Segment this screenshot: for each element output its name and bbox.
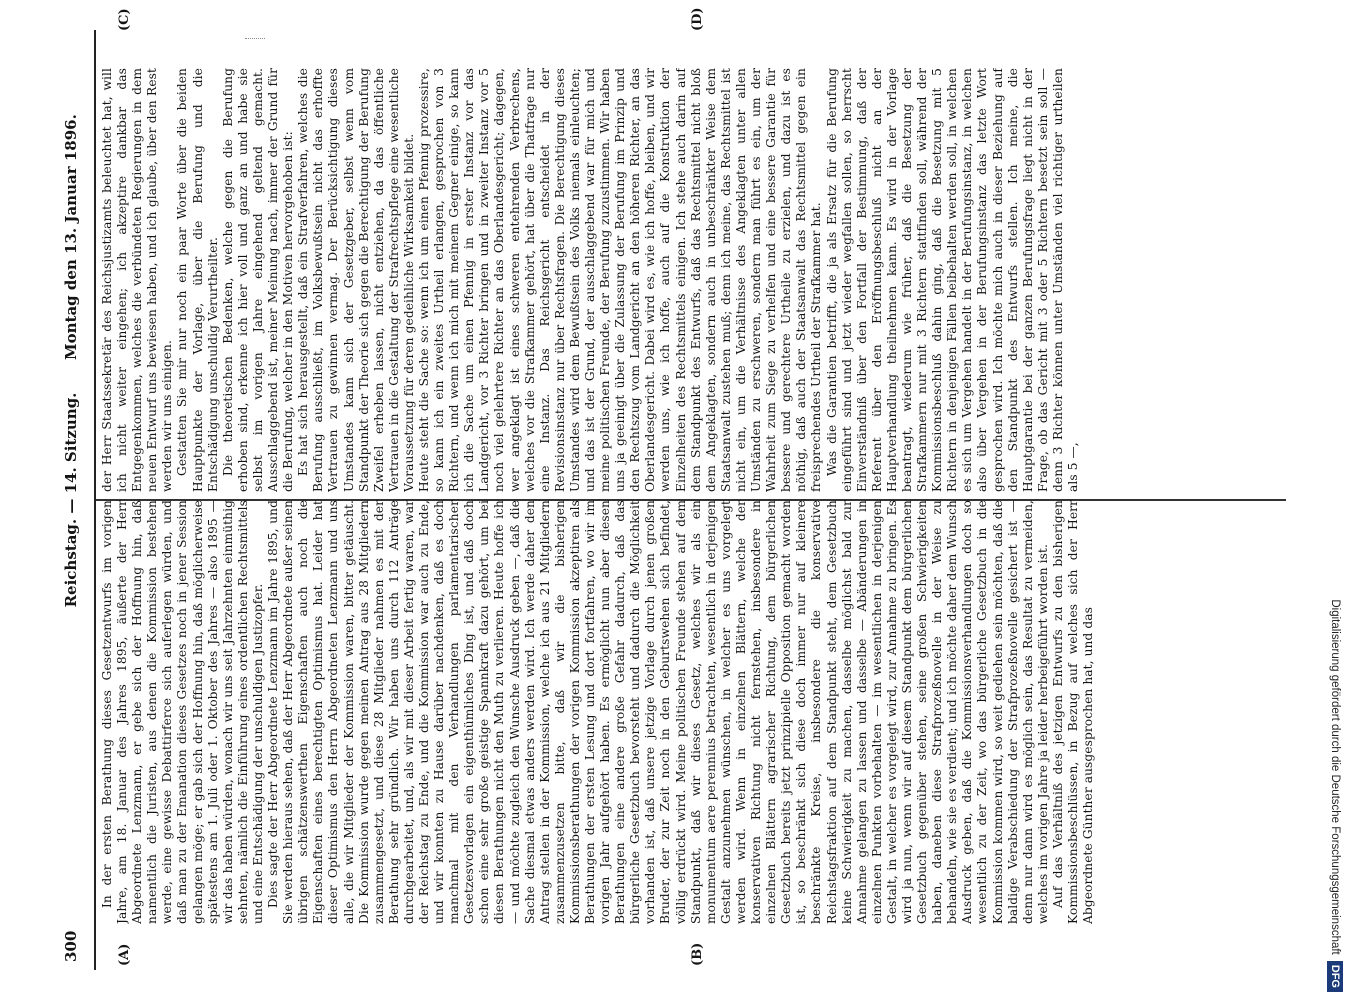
digitization-credit bbox=[1323, 8, 1347, 992]
session-date: Montag den 13. Januar 1896. bbox=[62, 114, 80, 360]
left-column bbox=[100, 500, 1280, 924]
dfg-logo: DFG bbox=[1327, 961, 1343, 992]
paragraph: Heute steht die Sache so: wenn ich um einen Pfennig prozessire, so kann ich ein zweites Urtheil erlangen, gesprochen von 3 Richtern, und wenn ich mich mit meinem Gegner einige, so kann ich die Sache um einen Pfennig in erster Instanz vor das Landgericht, vor 3 Richter bringen und in zweiter Instanz vor 5 noch viel gelehrtere Richter an das Oberlandesgericht; dagegen, wer angeklagt ist eines schweren entehrenden Verbrechens, welches vor die Strafkammer gehört, hat über die Thatfrage nur eine Instanz. Das Reichsgericht entscheidet in der Revisionsinstanz nur über Rechtsfragen. Die Berechtigung dieses Umstandes wird dem Bewußtsein des Volks niemals einleuchten; und das ist der Grund, der ausschlaggebend war für mich und meine politischen Freunde, der Berufung zuzustimmen. Wir haben uns ja geeinigt über die Zulassung der Berufung im Prinzip und den Rechtszug vom Landgericht an den höheren Richter, an das Oberlandesgericht. Dabei wird es, wie ich hoffe, bleiben, und wir werden uns, wie ich hoffe, auch auf die Konstruktion der Einzelheiten des Rechtsmittels einigen. Ich stehe auch darin auf dem Standpunkt des Entwurfs, daß das Rechtsmittel nicht bloß dem Angeklagten, sondern auch in unbeschränkter Weise dem Staatsanwalt zustehen muß; denn ich meine, das Rechtsmittel ist nicht ein, um die Verhältnisse des Angeklagten unter allen Umständen zu erschweren, sondern man führt es ein, um der Wahrheit zum Siege zu verhelfen und eine bessere Garantie für bessere und gerechtere Urtheile zu erzielen, und dazu ist es nöthig, daß auch der Staatsanwalt das Rechtsmittel gegen ein freisprechendes Urtheil der Strafkammer hat. bbox=[416, 68, 824, 492]
paragraph: Die theoretischen Bedenken, welche gegen die Berufung erhoben sind, erkenne ich hier voll und ganz an und habe sie selbst im vorigen Jahre eingehend geltend gemacht. Ausschlaggebend ist, meiner Meinung nach, immer der Grund für die Berufung, welcher in den Motiven hervorgehoben ist: bbox=[220, 68, 296, 492]
page-number: 300 bbox=[62, 930, 80, 962]
paragraph: Auf das Verhältniß des jetzigen Entwurfs zu den bisherigen Kommissionsbeschlüssen, in Bezug auf welches sich der Herr Abgeordnete Günther ausgesprochen hat, und das bbox=[1050, 500, 1096, 924]
margin-marker-c: (C) bbox=[117, 8, 132, 31]
right-column bbox=[100, 68, 1280, 492]
credit-text: Digitalisierung gefördert durch die Deutsche Forschungsgemeinschaft bbox=[1329, 599, 1341, 955]
running-head bbox=[62, 30, 92, 970]
session-title: Reichstag. — 14. Sitzung. bbox=[62, 392, 80, 608]
margin-marker-b: (B) bbox=[690, 942, 705, 966]
paragraph: Dies sagte der Herr Abgeordnete Lenzmann im Jahre 1895, und Sie werden hieraus sehen, daß der Herr Abgeordnete außer seinen übrigen schätzenswerthen Eigenschaften auch noch die Eigenschaften eines berechtigten Optimismus hat. Leider hat dieser Optimismus den Herrn Abgeordneten Lenzmann und uns alle, die wir Mitglieder der Kommission waren, bitter getäuscht. Die Kommission wurde gegen meinen Antrag aus 28 Mitgliedern zusammengesetzt, und diese 28 Mitglieder nahmen es mit der Berathung sehr gründlich. Wir haben uns durch 112 Anträge durchgearbeitet, und, als wir mit dieser Arbeit fertig waren, war der Reichstag zu Ende, und die Kommission war auch zu Ende, und wir konnten zu Hause darüber nachdenken, daß es doch manchmal mit den Verhandlungen parlamentarischer Gesetzesvorlagen ein eigenthümliches Ding ist, und daß doch schon eine sehr große geistige Spannkraft dazu gehört, um bei diesen Berathungen nicht den Muth zu verlieren. Heute hoffe ich — und möchte zugleich den Wunsche Ausdruck geben —, daß die Sache diesmal etwas anders werden wird. Ich werde daher den Antrag stellen in der Kommission, welche ich aus 21 Mitgliedern zusammenzusetzen bitte, daß wir die bisherigen Kommissionsberathungen der vorigen Kommission akzeptiren als Berathungen der ersten Lesung und dort fortfahren, wo wir im vorigen Jahr aufgehört haben. Es ermöglicht nun aber diesen Berathungen eine andere große Gefahr dadurch, daß das bürgerliche Gesetzbuch bevorsteht und dadurch die Möglichkeit vorhanden ist, daß unsere jetzige Vorlage durch jenen großen Bruder, der zur Zeit noch in den Geburtswehen sich befindet, völlig erdrückt wird. Meine politischen Freunde stehen auf dem Standpunkt, daß wir dieses Gesetz, welches wir als ein monumentum aere perennius betrachten, wesentlich in derjenigen Gestalt anzunehmen wünschen, in welcher es uns vorgelegt werden wird. Wenn in einzelnen Blättern, welche der konservativen Richtung nicht fernstehen, insbesondere in einzelnen Blättern agrarischer Richtung, dem bürgerlichen Gesetzbuch bereits jetzt prinzipielle Opposition gemacht worden ist, so beschränkt sich diese doch immer nur auf kleinere beschränkte Kreise, insbesondere die konservative Reichstagsfraktion auf dem Standpunkt steht, dem Gesetzbuch keine Schwierigkeit zu machen, dasselbe möglichst bald zur Annahme gelangen zu lassen und dasselbe — Abänderungen in einzelnen Punkten vorbehalten — im wesentlichen in derjenigen Gestalt, in welcher es vorgelegt wird, zur Annahme zu bringen. Es wird ja nun, wenn wir auf diesem Standpunkt dem bürgerlichen Gesetzbuch gegenüber stehen, seine großen Schwierigkeiten haben, daneben diese Strafprozeßnovelle in der Weise zu behandeln, wie sie es verdient; und ich möchte daher dem Wunsch Ausdruck geben, daß die Kommissionsverhandlungen doch so wesentlich zu der Zeit, wo das bürgerliche Gesetzbuch in die Kommission kommen wird, so weit gediehen sein möchten, daß die baldige Verabschiedung der Strafprozeßnovelle gesichert ist — denn nur dann wird es möglich sein, das Resultat zu vermeiden, welches im vorigen Jahre ja leider herbeigeführt worden ist. bbox=[266, 500, 1050, 924]
paragraph: In der ersten Berathung dieses Gesetzentwurfs im vorigen Jahre, am 18. Januar des Jahres 1895, äußerte der Herr Abgeordnete Lenzmann, er gebe sich der Hoffnung hin, daß namentlich die Juristen, aus denen die Kommission bestehen werde, eine gewisse Debattirferce sich auferlegen würden, und daß man zu der Emanation dieses Gesetzes noch in jener Session gelangen möge; er gab sich der Hoffnung hin, daß möglicherweise spätestens am 1. Juli oder 1. Oktober des Jahres — also 1895 — wir das haben würden, wonach wir uns seit Jahrzehnten einmüthig sehnten, nämlich die Einführung eines ordentlichen Rechtsmittels und eine Entschädigung der unschuldigen Justizopfer. bbox=[100, 500, 265, 924]
quoted-paragraph: Es hat sich herausgestellt, daß ein Strafverfahren, welches die Berufung ausschließt, im Volksbewußtsein nicht das erhoffte Vertrauen zu gewinnen vermag. Der Berücksichtigung dieses Umstandes kann sich der Gesetzgeber, selbst wenn vom Standpunkt der Theorie sich gegen die Berechtigung der Berufung Zweifel erheben lassen, nicht entziehen, da das öffentliche Vertrauen in die Gestaltung der Strafrechtspflege eine wesentliche Voraussetzung für deren gedeihliche Wirksamkeit bildet. bbox=[296, 68, 416, 492]
paragraph: der Herr Staatssekretär des Reichsjustizamts beleuchtet hat, will ich nicht weiter eingehen; ich akzeptire dankbar das Entgegenkommen, welches die verbündeten Regierungen in dem neuen Entwurf uns bewiesen haben, und ich glaube, über den Rest werden wir uns einigen. bbox=[100, 68, 175, 492]
paragraph: Gestatten Sie mir nur noch ein paar Worte über die beiden Hauptpunkte der Vorlage, über die Berufung und die Entschädigung unschuldig Verurtheilter. bbox=[175, 68, 220, 492]
scan-mark bbox=[245, 38, 265, 42]
paragraph: Was die Garantien betrifft, die ja als Ersatz für die Berufung eingeführt sind und jetzt wieder wegfallen sollen, so herrscht Einverständniß über den Fortfall der Bestimmung, daß der Referent über den Eröffnungsbeschluß nicht an der Hauptverhandlung theilnehmen kann. Es wird in der Vorlage beantragt, wiederum wie früher, daß die Besetzung der Strafkammern nur mit 3 Richtern stattfinden soll, während der Kommissionsbeschluß dahin ging, daß die Besetzung mit 5 Richtern in denjenigen Fällen beibehalten werden soll, in welchen es sich um Vergehen handelt in der Berufungsinstanz, in welchen also über Vergehen in der Berufungsinstanz das letzte Wort gesprochen wird. Ich möchte mich auch in dieser Beziehung auf den Standpunkt des Entwurfs stellen. Ich meine, die Hauptgarantie bei der ganzen Berufungsfrage liegt nicht in der Frage, ob das Gericht mit 3 oder 5 Richtern besetzt sein soll — denn 3 Richter können unter Umständen viel richtiger urtheilen als 5 —, bbox=[824, 68, 1080, 492]
margin-marker-d: (D) bbox=[690, 7, 705, 31]
margin-marker-a: (A) bbox=[117, 943, 132, 966]
